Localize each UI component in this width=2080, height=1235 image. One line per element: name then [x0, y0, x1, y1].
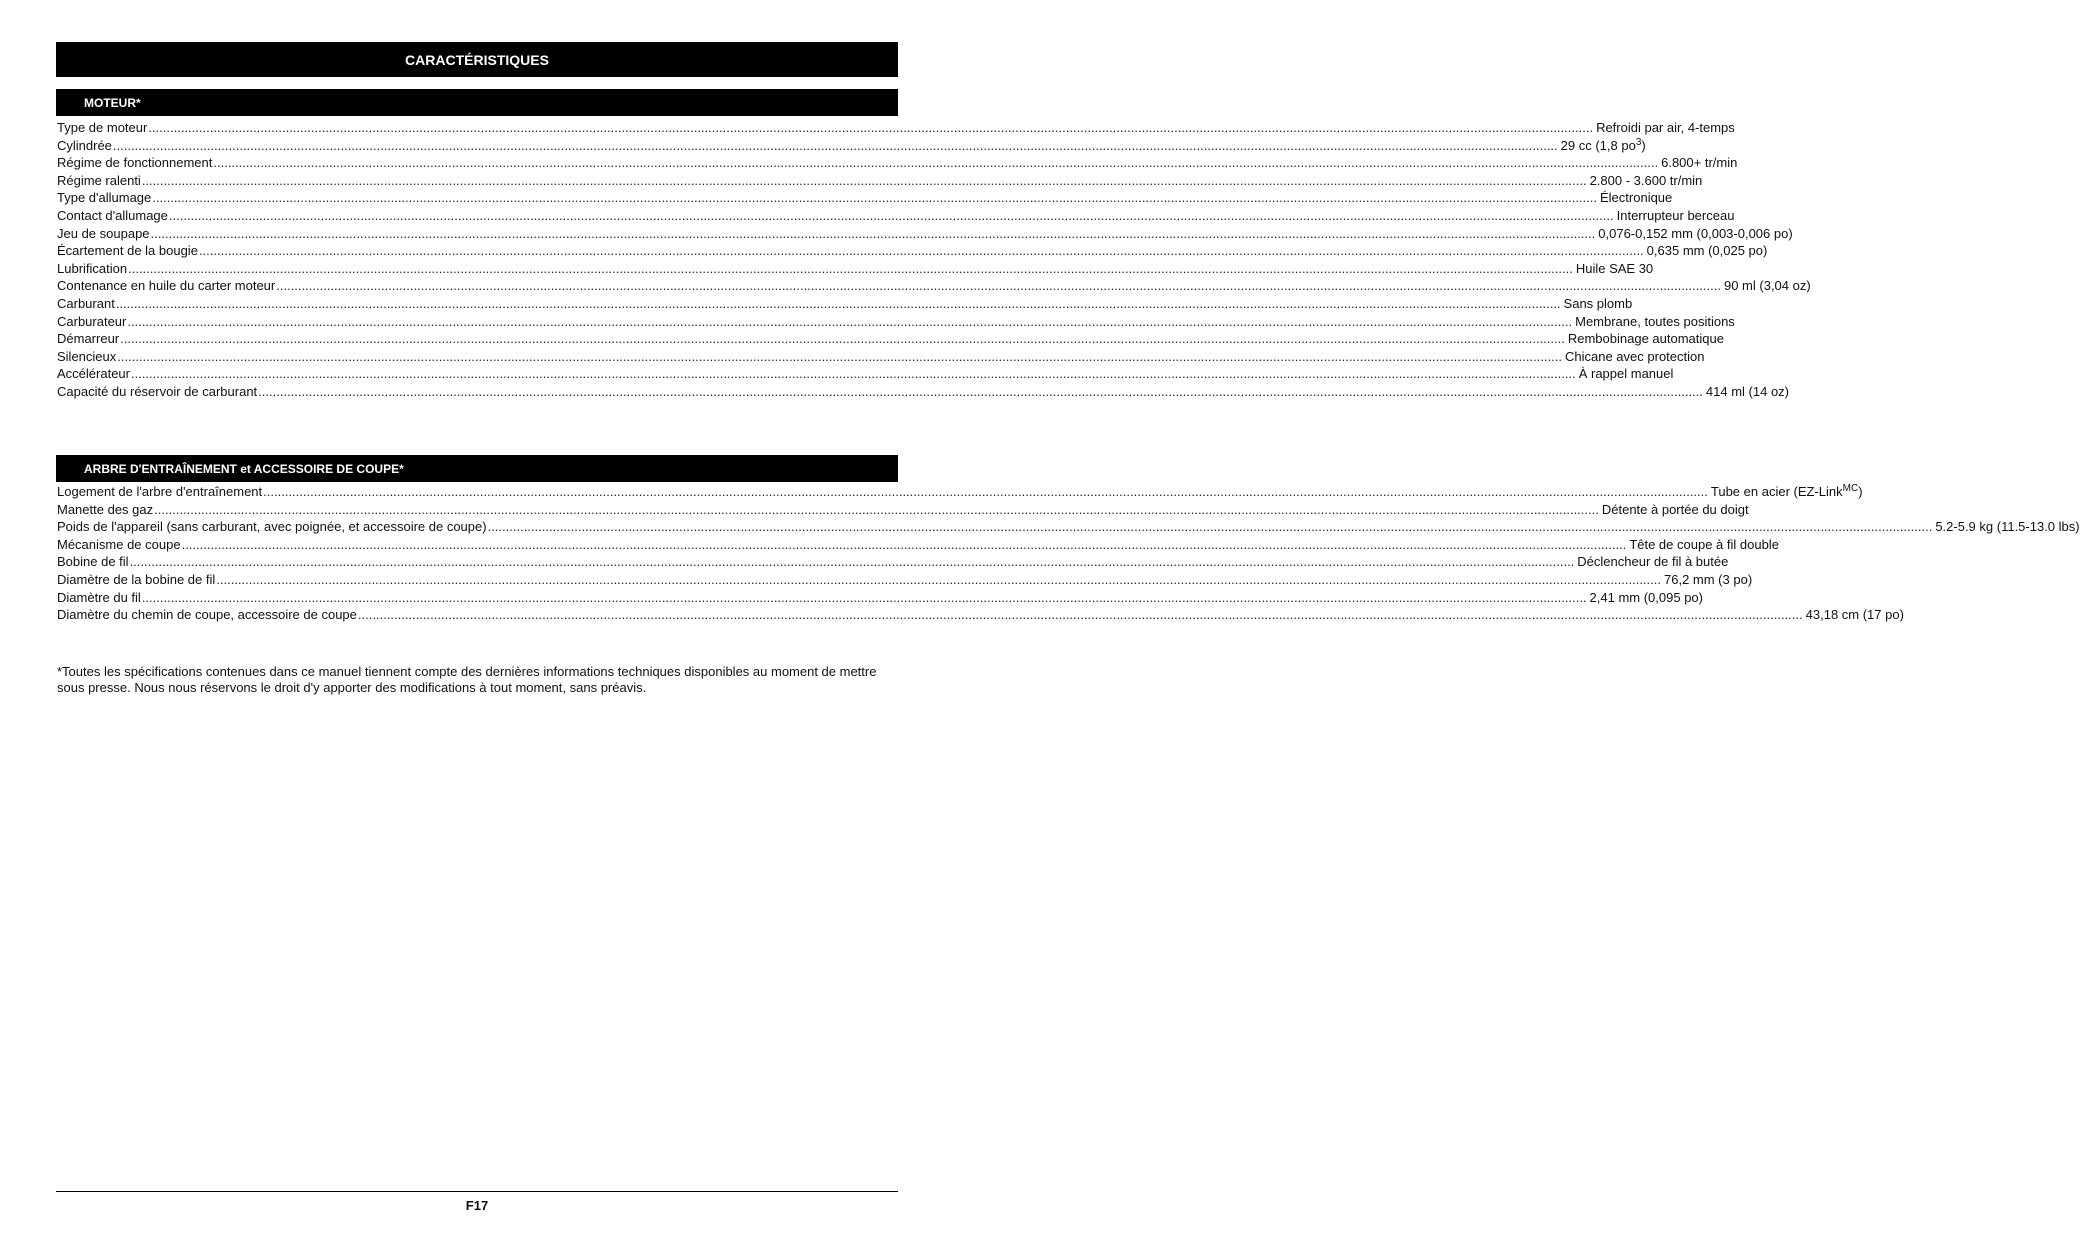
spec-value-text: 0,076-0,152 mm (0,003-0,006 po)	[1598, 225, 1793, 241]
spec-row	[57, 242, 1768, 260]
spec-value	[1629, 536, 1779, 554]
spec-value	[1565, 348, 1704, 366]
spec-label: Manette des gaz	[57, 501, 154, 517]
spec-value	[1598, 225, 1792, 243]
spec-label: Type d'allumage	[57, 190, 152, 206]
spec-value-text: Tête de coupe à fil double	[1629, 536, 1779, 552]
spec-value-suffix: )	[1641, 137, 1646, 153]
spec-value-text: 0,635 mm (0,025 po)	[1646, 243, 1768, 259]
spec-row	[57, 571, 1753, 589]
spec-value	[1564, 295, 1633, 313]
spec-row	[57, 348, 1705, 366]
dot-leader: ................................................................................................................................................................................................................................................................................................................................................................................................................	[216, 571, 1661, 587]
spec-value-text: 5.2-5.9 kg (11.5-13.0 lbs)	[1935, 519, 2080, 535]
spec-value	[1724, 277, 1811, 295]
spec-row	[57, 501, 1749, 519]
spec-label: Diamètre du chemin de coupe, accessoire de coupe	[57, 607, 357, 623]
spec-value	[1617, 207, 1735, 225]
spec-value	[1590, 172, 1703, 190]
dot-leader: ................................................................................................................................................................................................................................................................................................................................................................................................................	[141, 172, 1587, 188]
dot-leader: ................................................................................................................................................................................................................................................................................................................................................................................................................	[128, 260, 1573, 276]
dot-leader: ................................................................................................................................................................................................................................................................................................................................................................................................................	[127, 313, 1573, 329]
spec-value-text: 29 cc (1,8 po	[1560, 137, 1636, 153]
spec-value	[1579, 365, 1674, 383]
spec-value	[1706, 383, 1789, 401]
spec-value-text: 414 ml (14 oz)	[1705, 383, 1789, 399]
spec-value-text: Membrane, toutes positions	[1575, 313, 1735, 329]
spec-value	[1577, 553, 1728, 571]
spec-label: Capacité du réservoir de carburant	[57, 383, 258, 399]
spec-value	[1600, 189, 1672, 207]
dot-leader: ................................................................................................................................................................................................................................................................................................................................................................................................................	[263, 484, 1708, 499]
spec-row	[57, 207, 1735, 225]
dot-leader: ................................................................................................................................................................................................................................................................................................................................................................................................................	[150, 225, 1596, 241]
spec-value	[1806, 606, 1904, 624]
section-title: MOTEUR*	[84, 95, 141, 110]
dot-leader: ................................................................................................................................................................................................................................................................................................................................................................................................................	[276, 278, 1721, 294]
page-title: CARACTÉRISTIQUES	[405, 51, 549, 68]
spec-row	[57, 313, 1735, 331]
dot-leader: ................................................................................................................................................................................................................................................................................................................................................................................................................	[141, 589, 1587, 605]
spec-value	[1575, 313, 1735, 331]
spec-value-text: À rappel manuel	[1578, 366, 1674, 382]
spec-row	[57, 330, 1724, 348]
spec-row	[57, 483, 1863, 501]
dot-leader: ................................................................................................................................................................................................................................................................................................................................................................................................................	[129, 554, 1575, 570]
dot-leader: ................................................................................................................................................................................................................................................................................................................................................................................................................	[115, 295, 1561, 311]
spec-label: Diamètre du fil	[57, 589, 141, 605]
dot-leader: ................................................................................................................................................................................................................................................................................................................................................................................................................	[154, 501, 1599, 517]
dot-leader: ................................................................................................................................................................................................................................................................................................................................................................................................................	[117, 348, 1562, 364]
dot-leader: ................................................................................................................................................................................................................................................................................................................................................................................................................	[181, 536, 1627, 552]
spec-row	[57, 589, 1703, 607]
footer-rule	[56, 1191, 898, 1192]
spec-row	[57, 295, 1633, 313]
spec-value	[1576, 260, 1653, 278]
spec-value-text: Électronique	[1600, 190, 1673, 206]
spec-row	[57, 383, 1789, 401]
spec-row	[57, 172, 1703, 190]
spec-row	[57, 119, 1735, 137]
dot-leader: ................................................................................................................................................................................................................................................................................................................................................................................................................	[112, 137, 1558, 153]
spec-label: Jeu de soupape	[57, 225, 150, 241]
dot-leader: ................................................................................................................................................................................................................................................................................................................................................................................................................	[148, 120, 1594, 135]
dot-leader: ................................................................................................................................................................................................................................................................................................................................................................................................................	[357, 607, 1803, 623]
section-header-arbre	[56, 455, 898, 482]
spec-label: Silencieux	[57, 348, 117, 364]
spec-row	[57, 365, 1674, 383]
spec-label: Type de moteur	[57, 120, 148, 135]
spec-label: Régime ralenti	[57, 172, 141, 188]
spec-row	[57, 154, 1738, 172]
dot-leader: ................................................................................................................................................................................................................................................................................................................................................................................................................	[168, 207, 1614, 223]
spec-row	[57, 606, 1904, 624]
section-header-moteur	[56, 89, 898, 116]
spec-value	[1568, 330, 1724, 348]
spec-row	[57, 277, 1811, 295]
spec-value-text: 6.800+ tr/min	[1661, 155, 1738, 171]
spec-row	[57, 536, 1779, 554]
dot-leader: ................................................................................................................................................................................................................................................................................................................................................................................................................	[487, 519, 1933, 535]
spec-label: Diamètre de la bobine de fil	[57, 571, 216, 587]
spec-value-text: 43,18 cm (17 po)	[1805, 607, 1904, 623]
spec-value-text: Tube en acier (EZ-Link	[1710, 484, 1843, 499]
spec-label: Régime de fonctionnement	[57, 155, 213, 171]
spec-value-text: 2.800 - 3.600 tr/min	[1589, 172, 1703, 188]
spec-value	[1590, 589, 1703, 607]
spec-label: Contact d'allumage	[57, 207, 168, 223]
spec-value-text: Huile SAE 30	[1575, 260, 1654, 276]
spec-label: Mécanisme de coupe	[57, 536, 181, 552]
spec-value-superscript: 3	[1635, 136, 1642, 148]
spec-value-suffix: )	[1858, 484, 1863, 499]
spec-value	[1602, 501, 1749, 519]
spec-row	[57, 225, 1793, 243]
spec-row	[57, 260, 1654, 278]
dot-leader: ................................................................................................................................................................................................................................................................................................................................................................................................................	[258, 383, 1703, 399]
spec-label: Démarreur	[57, 331, 120, 347]
spec-label: Écartement de la bougie	[57, 243, 198, 259]
spec-label: Cylindrée	[57, 137, 112, 153]
spec-row	[57, 136, 1646, 155]
spec-value-text: Détente à portée du doigt	[1601, 501, 1749, 517]
spec-label: Carburant	[57, 295, 115, 311]
page-header-bar	[56, 42, 898, 77]
spec-row	[57, 553, 1729, 571]
spec-label: Contenance en huile du carter moteur	[57, 278, 276, 294]
dot-leader: ................................................................................................................................................................................................................................................................................................................................................................................................................	[213, 155, 1659, 171]
spec-value	[1596, 119, 1735, 137]
spec-label: Bobine de fil	[57, 554, 129, 570]
spec-value-text: Interrupteur berceau	[1616, 207, 1735, 223]
spec-label: Accélérateur	[57, 366, 130, 382]
dot-leader: ................................................................................................................................................................................................................................................................................................................................................................................................................	[152, 190, 1597, 206]
spec-label: Carburateur	[57, 313, 127, 329]
spec-value-superscript: MC	[1842, 483, 1859, 494]
section-title: ARBRE D'ENTRAÎNEMENT et ACCESSOIRE DE COUPE*	[84, 461, 404, 476]
footnote: *Toutes les spécifications contenues dans ce manuel tiennent compte des dernières informations techniques disponibles au moment de mettre sous presse. Nous nous réservons le droit d'y apporter des modifications à tout moment, sans préavis.	[57, 664, 877, 695]
spec-row	[57, 518, 2080, 536]
dot-leader: ................................................................................................................................................................................................................................................................................................................................................................................................................	[198, 243, 1644, 259]
dot-leader: ................................................................................................................................................................................................................................................................................................................................................................................................................	[130, 366, 1576, 382]
spec-value-text: Chicane avec protection	[1565, 348, 1705, 364]
spec-value	[1647, 242, 1768, 260]
spec-value	[1935, 518, 2079, 536]
spec-value-text: 2,41 mm (0,095 po)	[1589, 589, 1703, 605]
spec-value-text: 76,2 mm (3 po)	[1664, 571, 1753, 587]
spec-value-text: Rembobinage automatique	[1567, 331, 1724, 347]
spec-label: Lubrification	[57, 260, 128, 276]
page-number: F17	[465, 1198, 489, 1213]
spec-value	[1664, 571, 1752, 589]
spec-value	[1661, 154, 1737, 172]
spec-row	[57, 189, 1673, 207]
spec-value-text: Déclencheur de fil à butée	[1577, 554, 1729, 570]
spec-value-text: 90 ml (3,04 oz)	[1723, 278, 1811, 294]
spec-list-moteur	[57, 119, 1811, 401]
spec-value-text: Refroidi par air, 4-temps	[1596, 120, 1735, 135]
spec-list-arbre	[57, 483, 2080, 624]
spec-label: Poids de l'appareil (sans carburant, avec poignée, et accessoire de coupe)	[57, 519, 487, 535]
spec-value-text: Sans plomb	[1563, 295, 1633, 311]
dot-leader: ................................................................................................................................................................................................................................................................................................................................................................................................................	[120, 331, 1565, 347]
spec-label: Logement de l'arbre d'entraînement	[57, 484, 263, 499]
